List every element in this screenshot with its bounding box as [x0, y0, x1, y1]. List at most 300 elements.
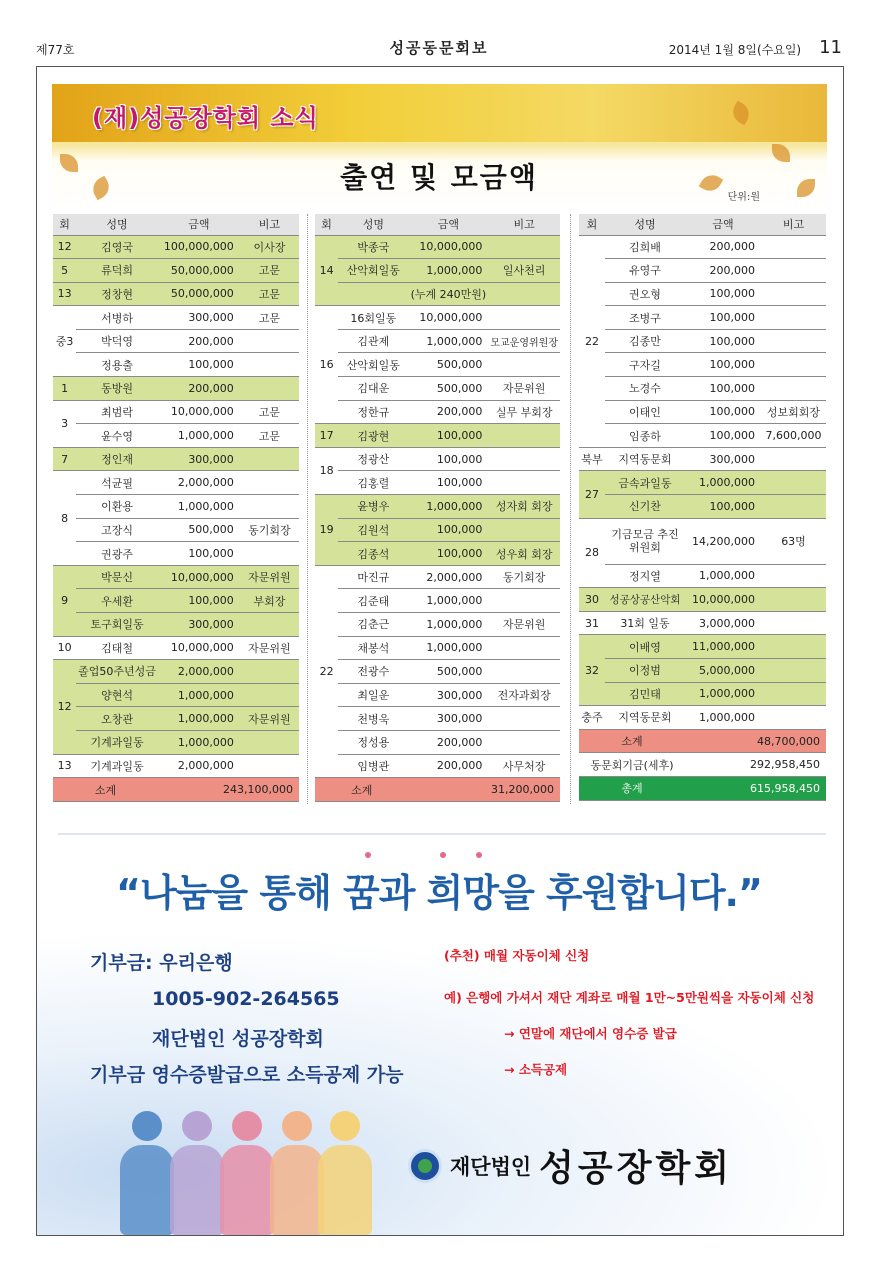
cell-name: 김희배	[605, 235, 685, 259]
cell-name: 김춘근	[338, 613, 408, 637]
page-header	[36, 36, 842, 58]
donation-table-3	[579, 214, 826, 801]
table-row	[315, 471, 560, 495]
col-name: 성명	[76, 214, 158, 235]
cell-amount: 10,000,000	[408, 306, 488, 330]
cell-name: 임병관	[338, 754, 408, 778]
cell-note	[488, 589, 560, 613]
cell-name	[338, 282, 408, 306]
cell-amount: 100,000	[685, 495, 761, 519]
cell-amount: 1,000,000	[158, 707, 240, 731]
col-class: 회	[315, 214, 338, 235]
cell-name: 31회 일동	[605, 611, 685, 635]
cell-amount: 200,000	[408, 400, 488, 424]
fund-label: 동문회기금(세후)	[579, 753, 685, 777]
cell-class: 32	[579, 635, 605, 706]
cell-note	[488, 424, 560, 448]
cell-note: 자문위원	[488, 613, 560, 637]
cell-amount: 1,000,000	[158, 683, 240, 707]
cell-note	[240, 730, 299, 754]
cell-amount: 14,200,000	[685, 518, 761, 564]
cell-note	[240, 447, 299, 471]
cell-name: 구자길	[605, 353, 685, 377]
cell-amount: 300,000	[408, 683, 488, 707]
cell-note	[761, 611, 826, 635]
cell-amount: 100,000	[408, 424, 488, 448]
cell-amount: 100,000	[685, 424, 761, 448]
subtotal-label: 소계	[53, 778, 158, 802]
cell-name: 김준태	[338, 589, 408, 613]
cell-name: 박종국	[338, 235, 408, 259]
cell-name: 류덕희	[76, 259, 158, 283]
cell-class: 13	[53, 754, 76, 778]
cell-class: 18	[315, 447, 338, 494]
cell-note	[240, 377, 299, 401]
cell-note: 이사장	[240, 235, 299, 259]
example-line: 예) 은행에 가셔서 재단 계좌로 매월 1만~5만원씩을 자동이체 신청	[444, 990, 815, 1005]
cell-class: 충주	[579, 706, 605, 730]
cell-note: 고문	[240, 424, 299, 448]
cell-name: 금속과일동	[605, 471, 685, 495]
cell-note	[488, 306, 560, 330]
cell-note	[761, 659, 826, 683]
cell-note	[488, 660, 560, 684]
step-deduction: → 소득공제	[504, 1062, 568, 1077]
table-row	[53, 683, 299, 707]
cell-name: 조병구	[605, 306, 685, 330]
table-row	[315, 353, 560, 377]
bank-line: 기부금: 우리은행	[90, 952, 233, 974]
cell-note	[488, 282, 560, 306]
dot-decoration	[365, 852, 371, 858]
cell-amount: 10,000,000	[158, 400, 240, 424]
cell-name: 김태철	[76, 636, 158, 660]
cell-name: 산악회일동	[338, 353, 408, 377]
table-row	[315, 730, 560, 754]
table-row	[53, 447, 299, 471]
cell-class: 10	[53, 636, 76, 660]
subtotal-label: 소계	[315, 778, 408, 802]
cell-name: 기계과일동	[76, 730, 158, 754]
cell-name: 노경수	[605, 377, 685, 401]
table-row	[53, 518, 299, 542]
cell-amount: 1,000,000	[408, 636, 488, 660]
cell-class: 22	[315, 565, 338, 777]
cell-name: 윤수영	[76, 424, 158, 448]
cell-class: 12	[53, 235, 76, 259]
cell-note: 자문위원	[240, 636, 299, 660]
table-row	[53, 636, 299, 660]
cell-note	[761, 706, 826, 730]
cell-note	[761, 329, 826, 353]
cell-amount: 1,000,000	[408, 613, 488, 637]
donation-slogan: “나눔을 통해 꿈과 희망을 후원합니다.”	[116, 871, 762, 915]
cell-name: 최일운	[338, 683, 408, 707]
cell-note	[240, 471, 299, 495]
cell-note: 실무 부회장	[488, 400, 560, 424]
cell-amount: 500,000	[408, 660, 488, 684]
cell-note: 자문위원	[240, 565, 299, 589]
cell-name: 박문신	[76, 565, 158, 589]
issue-number: 제77호	[36, 43, 75, 57]
table-row	[315, 377, 560, 401]
cell-amount: 100,000	[408, 471, 488, 495]
cell-name: 마진규	[338, 565, 408, 589]
cell-class: 1	[53, 377, 76, 401]
paper-name: 성공동문회보	[389, 39, 489, 57]
col-amount: 금액	[685, 214, 761, 235]
cell-name: 성공상공산악회	[605, 588, 685, 612]
table-row	[53, 235, 299, 259]
table-row	[53, 613, 299, 637]
cell-amount: 200,000	[408, 754, 488, 778]
tax-note: 기부금 영수증발급으로 소득공제 가능	[90, 1064, 404, 1086]
cell-name: 우세환	[76, 589, 158, 613]
cell-name: 서병하	[76, 306, 158, 330]
table-row	[579, 682, 826, 706]
cell-name: 이태인	[605, 400, 685, 424]
cell-name: 임종하	[605, 424, 685, 448]
cell-amount: 100,000	[685, 329, 761, 353]
table-row	[579, 588, 826, 612]
cell-note: 7,600,000	[761, 424, 826, 448]
table-row	[579, 329, 826, 353]
cell-class: 14	[315, 235, 338, 306]
cell-name: 정성용	[338, 730, 408, 754]
cell-name: 전광수	[338, 660, 408, 684]
unit-note: 단위:원	[727, 192, 760, 203]
cell-name: 김종석	[338, 542, 408, 566]
table-row	[579, 306, 826, 330]
col-name: 성명	[338, 214, 408, 235]
subtotal-row	[315, 778, 560, 802]
cell-note: 일사천리	[488, 259, 560, 283]
cell-name: 박덕영	[76, 329, 158, 353]
cell-amount: (누계 240만원)	[408, 282, 488, 306]
page-number: 11	[819, 37, 842, 58]
table-row	[315, 707, 560, 731]
subtotal-row	[579, 729, 826, 753]
cell-class: 7	[53, 447, 76, 471]
cell-amount: 2,000,000	[158, 754, 240, 778]
table-row	[579, 635, 826, 659]
cell-note: 63명	[761, 518, 826, 564]
table-row	[53, 400, 299, 424]
column-divider	[307, 214, 308, 804]
table-row	[315, 565, 560, 589]
issue-date: 2014년 1월 8일(수요일)	[668, 43, 802, 57]
person-figure	[120, 1111, 174, 1235]
cell-name: 김영국	[76, 235, 158, 259]
cell-amount: 200,000	[685, 235, 761, 259]
col-note: 비고	[761, 214, 826, 235]
cell-amount: 200,000	[685, 259, 761, 283]
table-row	[579, 377, 826, 401]
table-row	[53, 353, 299, 377]
cell-amount: 300,000	[158, 447, 240, 471]
cell-name: 지역동문회	[605, 447, 685, 471]
cell-name: 권오형	[605, 282, 685, 306]
cell-name: 졸업50주년성금	[76, 660, 158, 684]
col-name: 성명	[605, 214, 685, 235]
table-row	[53, 730, 299, 754]
cell-name: 정용출	[76, 353, 158, 377]
table-row	[579, 471, 826, 495]
cell-name: 김종만	[605, 329, 685, 353]
cell-note: 동기회장	[488, 565, 560, 589]
donation-table-1	[53, 214, 299, 802]
cell-class: 28	[579, 518, 605, 588]
subtotal-value: 31,200,000	[408, 778, 560, 802]
person-figure	[318, 1111, 372, 1235]
cell-class: 22	[579, 235, 605, 447]
cell-amount: 1,000,000	[685, 682, 761, 706]
col-note: 비고	[488, 214, 560, 235]
cell-note	[761, 235, 826, 259]
cell-amount: 5,000,000	[685, 659, 761, 683]
cell-amount: 200,000	[408, 730, 488, 754]
cell-name: 김민태	[605, 682, 685, 706]
table-row	[53, 707, 299, 731]
cell-name: 고장식	[76, 518, 158, 542]
cell-amount: 1,000,000	[158, 495, 240, 519]
cell-amount: 50,000,000	[158, 282, 240, 306]
recommend-line: (추천) 매월 자동이체 신청	[444, 948, 590, 963]
subtotal-label: 소계	[579, 729, 685, 753]
cell-note	[240, 660, 299, 684]
table-row	[53, 259, 299, 283]
table-row	[315, 235, 560, 259]
cell-amount: 10,000,000	[408, 235, 488, 259]
cell-amount: 10,000,000	[158, 636, 240, 660]
col-amount: 금액	[158, 214, 240, 235]
column-divider	[570, 214, 571, 804]
cell-amount: 1,000,000	[408, 259, 488, 283]
person-figure	[170, 1111, 224, 1235]
cell-class: 12	[53, 660, 76, 754]
cell-amount: 10,000,000	[158, 565, 240, 589]
table-row	[315, 589, 560, 613]
cell-amount: 100,000	[408, 542, 488, 566]
cell-note: 성우회 회장	[488, 542, 560, 566]
cell-note: 고문	[240, 259, 299, 283]
col-class: 회	[53, 214, 76, 235]
cell-note	[488, 730, 560, 754]
cell-amount: 1,000,000	[408, 329, 488, 353]
cell-amount: 500,000	[158, 518, 240, 542]
cell-note: 성자회 회장	[488, 495, 560, 519]
cell-amount: 100,000	[685, 400, 761, 424]
table-row	[579, 353, 826, 377]
cell-amount: 300,000	[408, 707, 488, 731]
cell-amount: 100,000	[685, 282, 761, 306]
cell-note	[761, 447, 826, 471]
table-header-row	[53, 214, 299, 235]
cell-amount: 100,000	[158, 542, 240, 566]
cell-class: 16	[315, 306, 338, 424]
cell-name: 정한규	[338, 400, 408, 424]
cell-amount: 500,000	[408, 377, 488, 401]
table-header-row	[579, 214, 826, 235]
cell-amount: 500,000	[408, 353, 488, 377]
table-row	[579, 424, 826, 448]
cell-name: 토구회일동	[76, 613, 158, 637]
table-row	[53, 589, 299, 613]
dot-decoration	[476, 852, 482, 858]
table-row	[53, 424, 299, 448]
table-row	[579, 495, 826, 519]
table-row	[579, 564, 826, 588]
col-note: 비고	[240, 214, 299, 235]
cell-name: 동방원	[76, 377, 158, 401]
cell-note	[761, 635, 826, 659]
cell-amount: 100,000	[158, 353, 240, 377]
cell-amount: 300,000	[158, 306, 240, 330]
table-row	[579, 706, 826, 730]
cell-note	[761, 306, 826, 330]
table-row	[53, 542, 299, 566]
foundation-logo	[408, 1140, 733, 1191]
cell-note	[761, 588, 826, 612]
cell-name: 김대운	[338, 377, 408, 401]
cell-name: 유영구	[605, 259, 685, 283]
cell-note	[240, 329, 299, 353]
table-row	[315, 683, 560, 707]
cell-note: 고문	[240, 400, 299, 424]
cell-amount: 300,000	[685, 447, 761, 471]
cell-note	[240, 683, 299, 707]
cell-amount: 2,000,000	[408, 565, 488, 589]
cell-note	[761, 282, 826, 306]
cell-name: 이배영	[605, 635, 685, 659]
cell-note	[761, 495, 826, 519]
table-row	[579, 659, 826, 683]
table-row	[53, 754, 299, 778]
table-row	[315, 447, 560, 471]
cell-note	[240, 542, 299, 566]
cell-name: 정창현	[76, 282, 158, 306]
cell-amount: 11,000,000	[685, 635, 761, 659]
cell-amount: 1,000,000	[158, 730, 240, 754]
cell-amount: 100,000	[408, 447, 488, 471]
cell-note: 동기회장	[240, 518, 299, 542]
cell-class: 9	[53, 565, 76, 636]
cell-name: 정지열	[605, 564, 685, 588]
cell-class: 30	[579, 588, 605, 612]
cell-amount: 10,000,000	[685, 588, 761, 612]
table-row	[579, 611, 826, 635]
cell-name: 정광산	[338, 447, 408, 471]
cell-amount: 1,000,000	[158, 424, 240, 448]
table-row	[53, 495, 299, 519]
cell-note	[761, 353, 826, 377]
cell-class: 27	[579, 471, 605, 518]
subtotal-row	[53, 778, 299, 802]
cell-amount: 200,000	[158, 329, 240, 353]
cell-name: 석균필	[76, 471, 158, 495]
cell-note	[488, 353, 560, 377]
cell-amount: 100,000	[685, 306, 761, 330]
table-row	[579, 518, 826, 564]
cell-note: 고문	[240, 306, 299, 330]
people-illustration	[120, 1100, 370, 1235]
page-title: 출연 및 모금액	[340, 161, 538, 194]
cell-note: 전자과회장	[488, 683, 560, 707]
cell-name: 산악회일동	[338, 259, 408, 283]
table-row	[53, 471, 299, 495]
col-amount: 금액	[408, 214, 488, 235]
cell-class: 13	[53, 282, 76, 306]
subtotal-value: 48,700,000	[685, 729, 826, 753]
section-divider	[58, 833, 826, 835]
step-receipt: → 연말에 재단에서 영수증 발급	[504, 1026, 677, 1041]
table-row	[315, 259, 560, 283]
cell-name: 김홍렬	[338, 471, 408, 495]
cell-note: 사무처장	[488, 754, 560, 778]
table-row	[315, 542, 560, 566]
cell-note	[761, 564, 826, 588]
total-value: 615,958,450	[685, 776, 826, 800]
cell-name: 기금모금 추진위원회	[605, 518, 685, 564]
cell-note	[488, 235, 560, 259]
cell-note: 자문위원	[488, 377, 560, 401]
cell-class: 3	[53, 400, 76, 447]
table-row	[579, 447, 826, 471]
cell-note: 부회장	[240, 589, 299, 613]
cell-amount: 300,000	[158, 613, 240, 637]
cell-note	[488, 707, 560, 731]
cell-name: 이환용	[76, 495, 158, 519]
cell-name: 정인재	[76, 447, 158, 471]
table-row	[315, 495, 560, 519]
fund-row	[579, 753, 826, 777]
table-row	[315, 660, 560, 684]
cell-name: 천병욱	[338, 707, 408, 731]
cell-class: 17	[315, 424, 338, 448]
cell-amount: 100,000	[685, 377, 761, 401]
cell-amount: 2,000,000	[158, 660, 240, 684]
cell-name: 최범락	[76, 400, 158, 424]
table-row	[315, 424, 560, 448]
foundation-seal-icon	[408, 1149, 442, 1183]
table-row	[579, 282, 826, 306]
cell-amount: 100,000	[685, 353, 761, 377]
cell-amount: 1,000,000	[685, 564, 761, 588]
table-row	[315, 329, 560, 353]
table-row	[53, 329, 299, 353]
cell-note	[488, 636, 560, 660]
cell-amount: 200,000	[158, 377, 240, 401]
cell-name: 기계과일동	[76, 754, 158, 778]
cell-note: 고문	[240, 282, 299, 306]
cell-note	[761, 377, 826, 401]
cell-note: 성보회회장	[761, 400, 826, 424]
account-number: 1005-902-264565	[152, 988, 340, 1010]
cell-name: 채봉석	[338, 636, 408, 660]
cell-note	[488, 518, 560, 542]
cell-amount: 3,000,000	[685, 611, 761, 635]
dot-decoration	[440, 852, 446, 858]
cell-amount: 100,000,000	[158, 235, 240, 259]
cell-class: 19	[315, 495, 338, 566]
total-label: 총계	[579, 776, 685, 800]
person-figure	[270, 1111, 324, 1235]
cell-amount: 2,000,000	[158, 471, 240, 495]
table-row	[53, 565, 299, 589]
table-row	[579, 235, 826, 259]
cell-class: 중3	[53, 306, 76, 377]
cell-name: 이정범	[605, 659, 685, 683]
